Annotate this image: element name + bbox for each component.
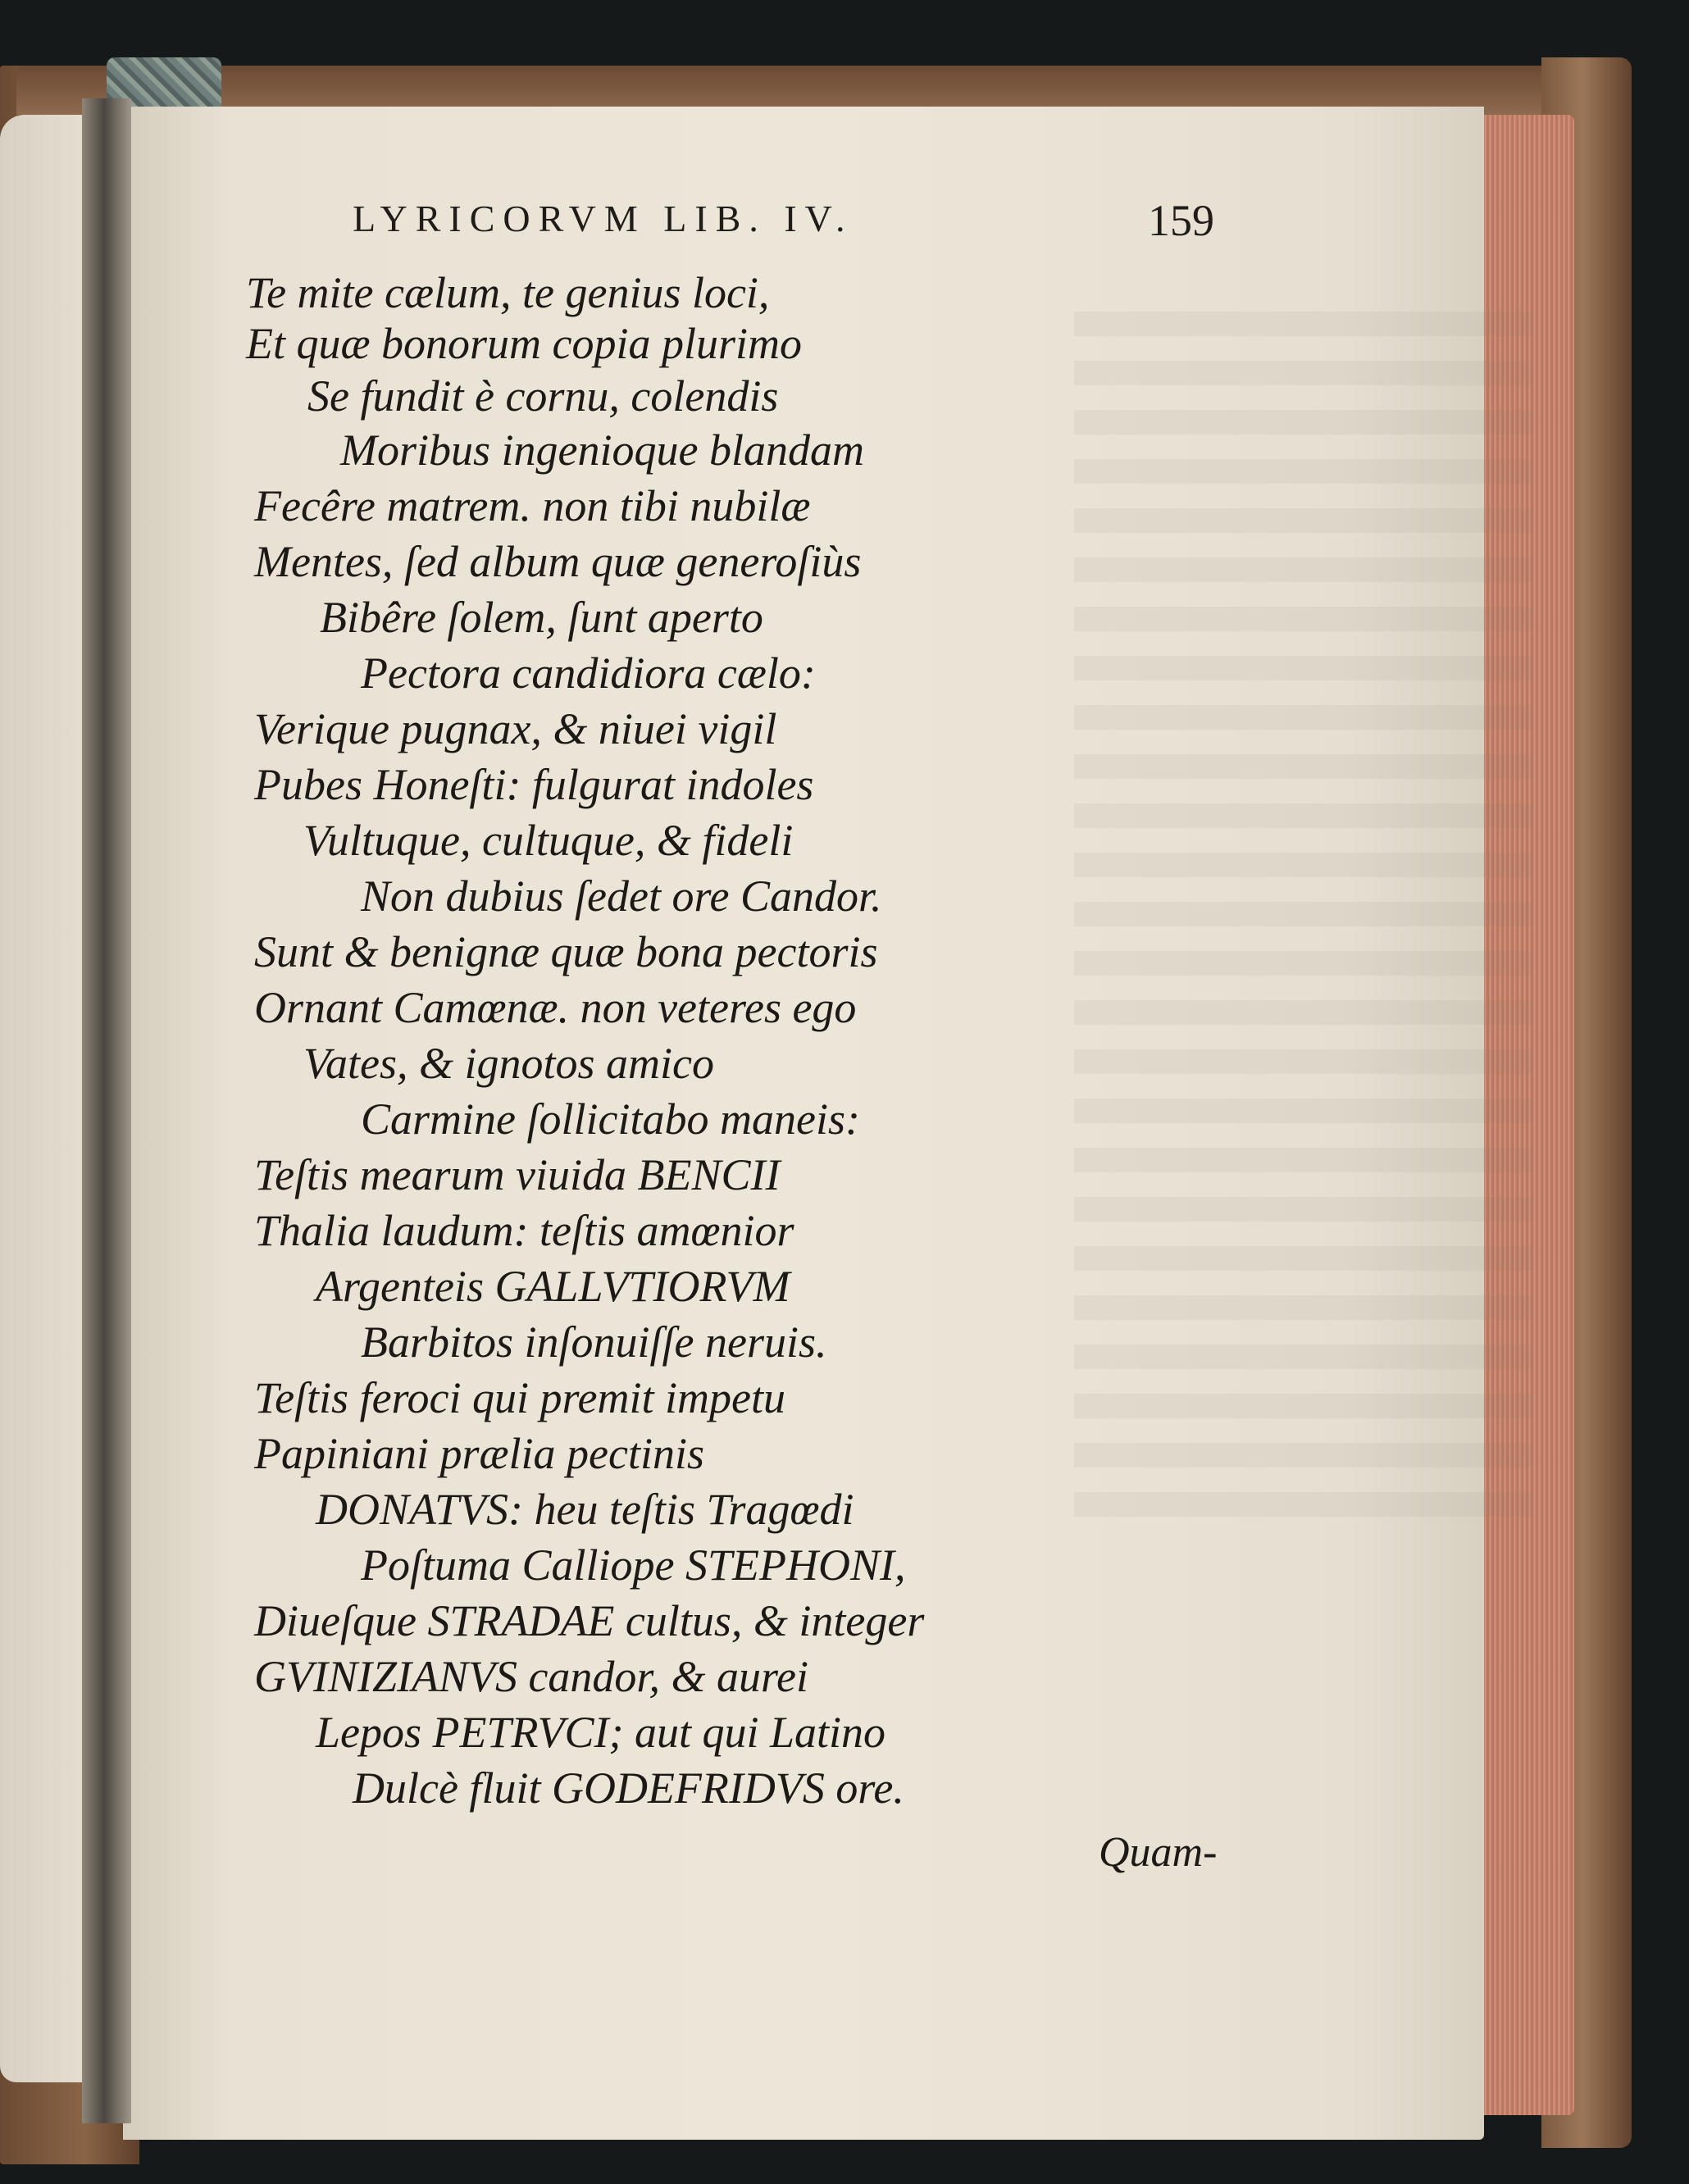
poem-line: Te mite cælum, te genius loci, — [246, 268, 770, 317]
poem-line: Argenteis GALLVTIORVM — [316, 1262, 790, 1311]
poem-line: Poſtuma Calliope STEPHONI, — [361, 1540, 906, 1590]
poem-line: Bibêre ſolem, ſunt aperto — [320, 593, 763, 642]
poem-line: Diueſque STRADAE cultus, & integer — [254, 1596, 925, 1645]
poem-line: Carmine ſollicitabo maneis: — [361, 1094, 860, 1144]
poem-line: Teſtis feroci qui premit impetu — [254, 1373, 785, 1422]
poem-line: Vultuque, cultuque, & fideli — [303, 816, 794, 865]
running-head: LYRICORVM LIB. IV. — [353, 198, 854, 239]
poem-line: Thalia laudum: teſtis amœnior — [254, 1206, 794, 1255]
poem-line: Pectora candidiora cælo: — [361, 648, 816, 698]
poem-line: Et quæ bonorum copia plurimo — [246, 319, 803, 368]
catchword: Quam- — [1099, 1829, 1218, 1876]
poem-line: Non dubius ſedet ore Candor. — [361, 871, 882, 921]
poem-line: Vates, & ignotos amico — [303, 1039, 714, 1088]
poem-line: DONATVS: heu teſtis Tragœdi — [316, 1485, 854, 1534]
poem-line: GVINIZIANVS candor, & aurei — [254, 1652, 808, 1701]
gutter — [82, 98, 131, 2123]
poem-line: Verique pugnax, & niuei vigil — [254, 704, 777, 753]
poem-line: Barbitos inſonuiſſe neruis. — [361, 1317, 827, 1367]
poem-line: Ornant Camœnæ. non veteres ego — [254, 983, 857, 1032]
poem-line: Dulcè fluit GODEFRIDVS ore. — [353, 1763, 904, 1813]
poem-line: Fecêre matrem. non tibi nubilæ — [254, 481, 811, 530]
poem-line: Mentes, ſed album quæ generoſiùs — [254, 537, 862, 586]
page-number: 159 — [1148, 196, 1214, 245]
poem-line: Papiniani prælia pectinis — [254, 1429, 704, 1478]
poem-line: Teſtis mearum viuida BENCII — [254, 1150, 781, 1199]
poem-line: Moribus ingenioque blandam — [340, 425, 864, 475]
bleed-through-text — [1074, 312, 1533, 1541]
poem-line: Sunt & benignæ quæ bona pectoris — [254, 927, 878, 976]
poem-line: Pubes Honeſti: fulgurat indoles — [254, 760, 814, 809]
poem-line: Lepos PETRVCI; aut qui Latino — [316, 1708, 886, 1757]
poem-line: Se fundit è cornu, colendis — [307, 371, 779, 421]
